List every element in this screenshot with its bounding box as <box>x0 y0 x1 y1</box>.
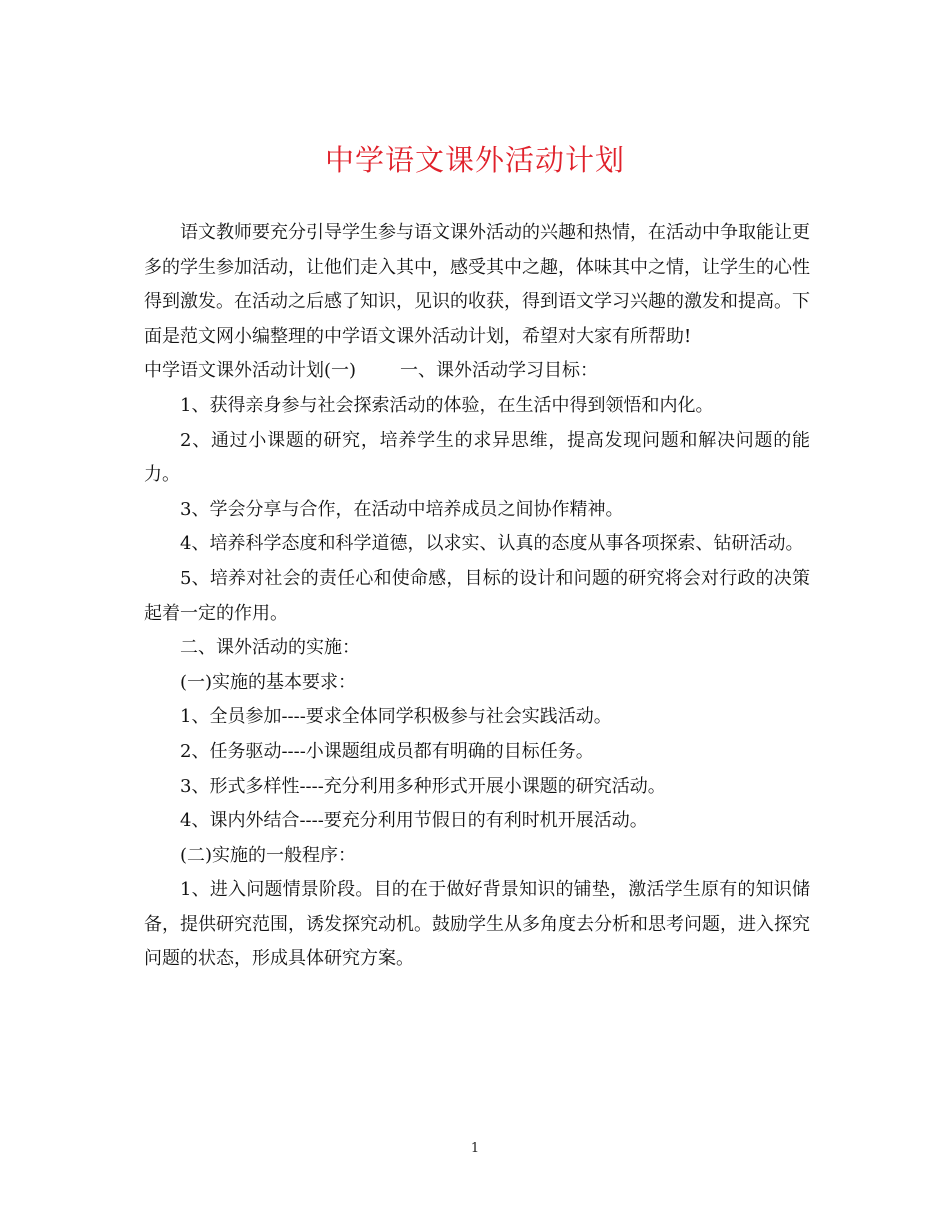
requirement-item: 3、形式多样性----充分利用多种形式开展小课题的研究活动。 <box>180 775 666 797</box>
requirement-item: 4、课内外结合----要充分利用节假日的有利时机开展活动。 <box>180 810 648 832</box>
goal-item: 5、培养对社会的责任心和使命感，目标的设计和问题的研究将会对行政的决策起着一定的作用。 <box>144 567 810 624</box>
goal-item: 4、培养科学态度和科学道德，以求实、认真的态度从事各项探索、钻研活动。 <box>180 533 804 555</box>
goal-item: 3、学会分享与合作，在活动中培养成员之间协作精神。 <box>180 498 624 520</box>
goal-item: 1、获得亲身参与社会探索活动的体验，在生活中得到领悟和内化。 <box>180 394 714 416</box>
procedure-heading: (二)实施的一般程序： <box>180 844 357 866</box>
document-title: 中学语文课外活动计划 <box>324 143 625 177</box>
plan-heading: 中学语文课外活动计划(一) <box>144 360 357 382</box>
goals-heading: 一、课外活动学习目标： <box>400 360 599 382</box>
goal-item: 2、通过小课题的研究，培养学生的求异思维，提高发现问题和解决问题的能力。 <box>144 429 810 486</box>
plan-heading-line <box>144 354 810 389</box>
requirement-item: 2、任务驱动----小课题组成员都有明确的目标任务。 <box>180 740 594 762</box>
page-number: 1 <box>470 1141 480 1156</box>
requirement-item: 1、全员参加----要求全体同学积极参与社会实践活动。 <box>180 706 612 728</box>
intro-paragraph: 语文教师要充分引导学生参与语文课外活动的兴趣和热情，在活动中争取能让更多的学生参加活动，让他们走入其中，感受其中之趣，体味其中之情，让学生的心性得到激发。在活动之后感了知识，见识的收获，得到语文学习兴趣的激发和提高。下面是范文网小编整理的中学语文课外活动计划，希望对大家有所帮助! <box>144 222 810 347</box>
implementation-heading: 二、课外活动的实施： <box>180 637 360 659</box>
procedure-item: 1、进入问题情景阶段。目的在于做好背景知识的铺垫，激活学生原有的知识储备，提供研究范围，诱发探究动机。鼓励学生从多角度去分析和思考问题，进入探究问题的状态，形成具体研究方案。 <box>144 879 810 970</box>
basic-requirements-heading: (一)实施的基本要求： <box>180 671 357 693</box>
document-body <box>144 216 810 977</box>
